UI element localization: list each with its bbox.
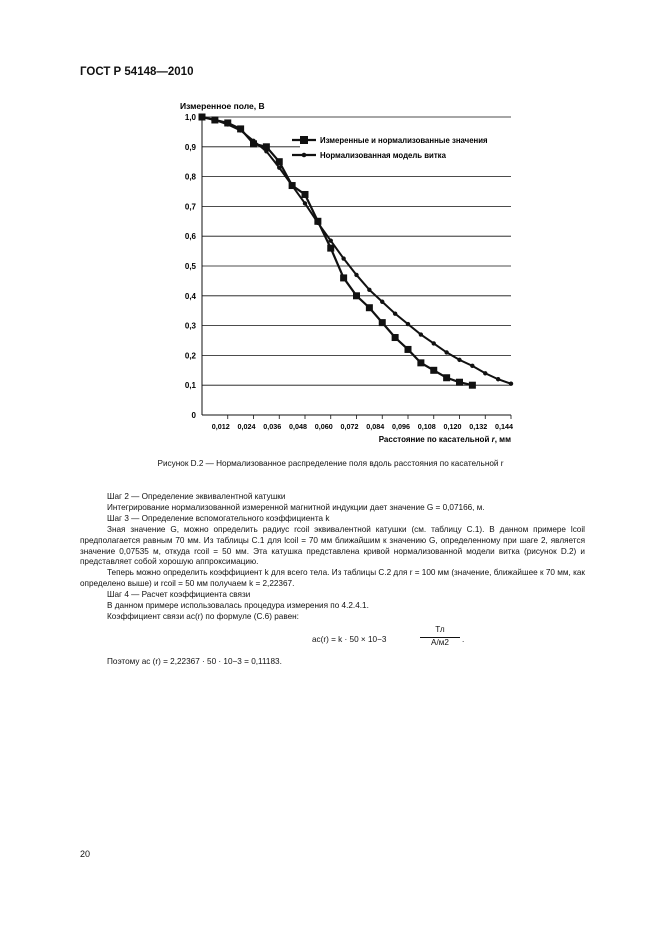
data-point-measured — [302, 191, 309, 198]
paragraph-procedure: В данном примере использовалась процедура измерения по 4.2.4.1. — [107, 601, 369, 611]
legend-marker-model — [302, 153, 307, 158]
data-point-model — [393, 311, 397, 315]
page-number: 20 — [80, 849, 91, 859]
data-point-model — [251, 139, 255, 143]
integration-text: Интегрирование нормализованной измеренной магнитной индукции дает значение G = 0,07166, м. — [107, 502, 485, 512]
x-tick-label: 0,108 — [417, 422, 436, 431]
result-text: Поэтому ac (r) = 2,22367 · 50 · 10−3 = 0,11183. — [107, 656, 282, 666]
x-tick-label: 0,048 — [289, 422, 307, 431]
x-tick-label: 0,144 — [495, 422, 513, 431]
data-point-model — [341, 256, 345, 260]
data-point-measured — [469, 382, 476, 389]
field-distribution-chart — [0, 0, 661, 450]
document-header: ГОСТ Р 54148—2010 — [80, 66, 194, 78]
x-tick-label: 0,072 — [340, 422, 359, 431]
formula-period: . — [462, 634, 465, 644]
data-point-measured — [443, 374, 450, 381]
formula-lhs: ac(r) = k · 50 × 10−3 — [312, 634, 387, 644]
chart-axes — [202, 117, 511, 419]
data-point-measured — [366, 304, 373, 311]
data-point-model — [354, 273, 358, 277]
y-tick-label: 0 — [191, 411, 196, 420]
data-point-measured — [405, 346, 412, 353]
data-point-model — [303, 201, 307, 205]
y-tick-label: 0,3 — [184, 321, 196, 331]
y-tick-label: 0,5 — [184, 262, 196, 271]
y-tick-label: 0,4 — [184, 291, 196, 301]
data-point-measured — [353, 292, 360, 299]
data-point-model — [290, 183, 294, 187]
formula-numerator: Тл — [420, 625, 460, 638]
data-point-model — [483, 371, 487, 375]
data-point-model — [419, 332, 423, 336]
data-point-model — [470, 364, 474, 368]
data-point-model — [496, 377, 500, 381]
chart-legend — [292, 134, 512, 161]
data-point-measured — [340, 274, 347, 281]
step4-heading: Шаг 4 — Расчет коэффициента связи — [107, 590, 251, 600]
data-point-model — [316, 221, 320, 225]
data-point-model — [367, 288, 371, 292]
data-point-model — [238, 128, 242, 132]
figure-caption: Рисунок D.2 — Нормализованное распределение поля вдоль расстояния по касательной r — [157, 459, 504, 468]
x-tick-label: 0,132 — [469, 422, 488, 431]
y-tick-label: 0,2 — [184, 351, 196, 361]
y-tick-label: 0,9 — [184, 142, 196, 152]
x-tick-label: 0,024 — [237, 422, 256, 431]
x-tick-label: 0,084 — [366, 422, 385, 431]
y-tick-label: 0,8 — [184, 172, 196, 182]
data-point-model — [226, 122, 230, 126]
data-point-model — [277, 165, 281, 169]
y-tick-label: 0,7 — [184, 202, 196, 212]
paragraph-coefficient-k: Теперь можно определить коэффициент k для всего тела. Из таблицы С.2 для r = 100 мм (значение, ближайшее к 70 мм, как определено выше) и rcoil = 50 мм получаем k = 2,22367. — [80, 568, 585, 589]
data-point-measured — [379, 319, 386, 326]
legend-label-model: Нормализованная модель витка — [320, 151, 446, 160]
data-point-model — [264, 149, 268, 153]
legend-marker-measured — [300, 136, 308, 144]
x-tick-label: 0,096 — [392, 422, 410, 431]
data-point-model — [329, 238, 333, 242]
data-point-model — [509, 382, 513, 386]
y-tick-label: 0,6 — [184, 232, 196, 242]
data-point-measured — [417, 359, 424, 366]
formula-fraction — [420, 625, 460, 649]
step2-heading: Шаг 2 — Определение эквивалентной катушки — [107, 492, 286, 501]
x-tick-label: 0,120 — [443, 422, 462, 431]
data-point-measured — [456, 379, 463, 386]
paragraph-formula-intro: Коэффициент связи ac(r) по формуле (С.6) равен: — [107, 611, 299, 621]
x-axis-label: Расстояние по касательной r, мм — [378, 435, 511, 444]
step3-heading: Шаг 3 — Определение вспомогательного коэффициента k — [107, 513, 330, 523]
formula-c6 — [80, 623, 585, 657]
data-point-measured — [392, 334, 399, 341]
paragraph-radius: Зная значение G, можно определить радиус rcoil эквивалентной катушки (см. таблицу С.1). В данном примере lcoil предполагается равным 70 мм. Из таблицы С.1 для lcoil = 70 мм ближайшим к значению G, определенному при шаге 2, является значение 0,07535 м, откуда rcoil = 50 мм. Эта катушка представлена кривой нормализованной модели витка (рисунок D.2) и представляет собой хорошую аппроксимацию. — [80, 524, 585, 567]
x-tick-labels — [212, 422, 513, 431]
x-tick-label: 0,012 — [211, 422, 230, 431]
data-point-model — [200, 115, 204, 119]
y-axis-label: Измеренное поле, В — [180, 101, 265, 111]
y-tick-label: 1,0 — [184, 113, 196, 122]
data-point-model — [380, 300, 384, 304]
y-tick-labels — [185, 113, 197, 420]
data-point-model — [457, 358, 461, 362]
data-point-model — [406, 322, 410, 326]
body-text — [80, 492, 585, 668]
x-tick-label: 0,060 — [314, 422, 333, 431]
data-point-measured — [430, 367, 437, 374]
formula-denominator: А/м2 — [431, 637, 449, 647]
data-point-model — [213, 118, 217, 122]
x-tick-label: 0,036 — [263, 422, 282, 431]
data-point-model — [444, 350, 448, 354]
y-tick-label: 0,1 — [184, 381, 196, 391]
data-point-model — [432, 341, 436, 345]
legend-label-measured: Измеренные и нормализованные значения — [320, 136, 488, 145]
